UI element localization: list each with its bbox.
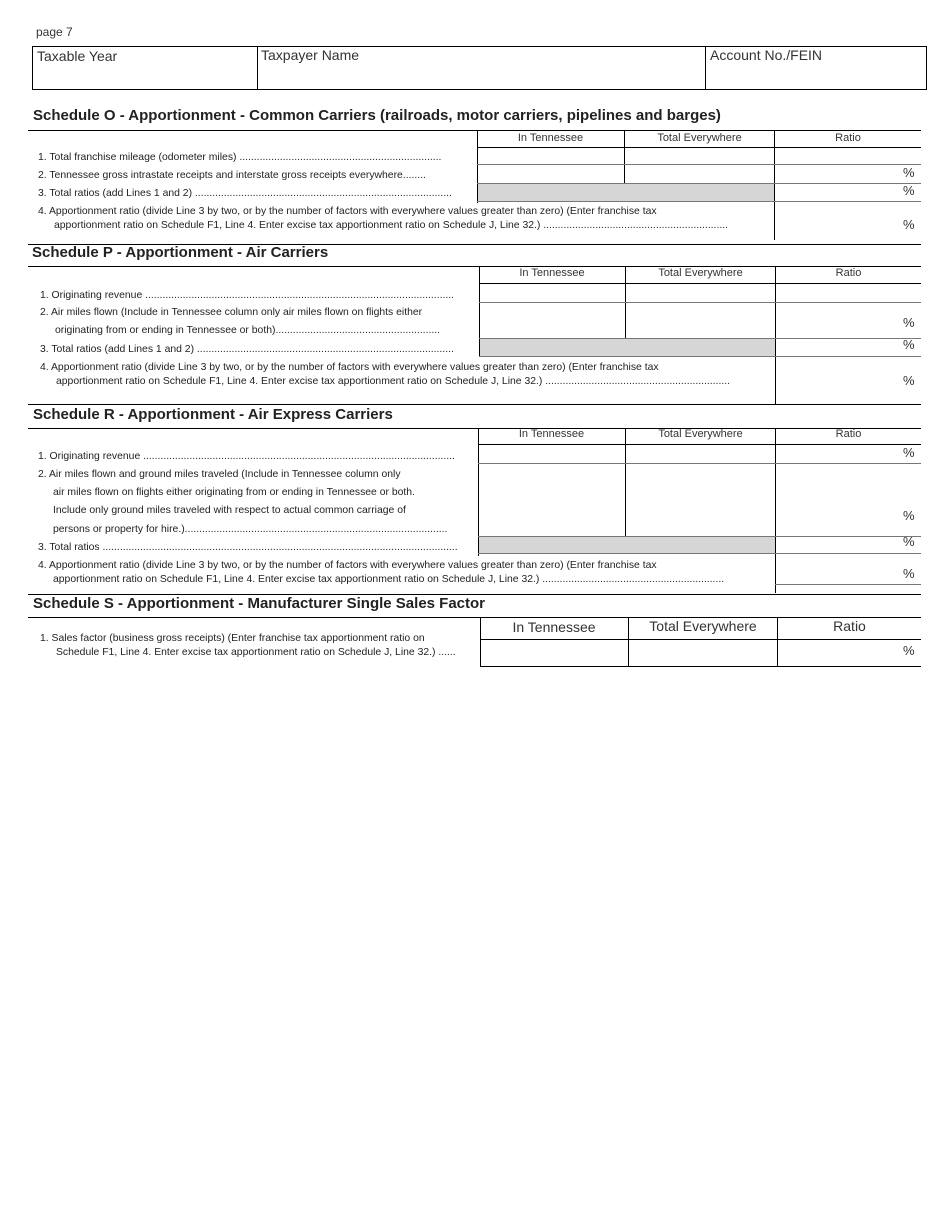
- schedule-s-col-in-tennessee: In Tennessee: [512, 619, 596, 635]
- schedule-o-line3-ratio[interactable]: [776, 184, 920, 200]
- schedule-r-line1-ratio[interactable]: [777, 445, 920, 462]
- schedule-p-line2-label-cont: originating from or ending in Tennessee or both).........................................................: [55, 325, 441, 336]
- schedule-r-line1-percent: %: [903, 445, 915, 460]
- schedule-o-col-total-everywhere: Total Everywhere: [657, 132, 742, 144]
- schedule-p-col-total-everywhere: Total Everywhere: [658, 267, 743, 279]
- schedule-p-line2-ratio[interactable]: [777, 303, 920, 337]
- schedule-o-line2-percent: %: [903, 165, 915, 180]
- schedule-r-line1-label: 1. Originating revenue ............................................................................................................: [38, 451, 455, 462]
- schedule-r-line2-label-cont1: air miles flown on flights either originating from or ending in Tennessee or both.: [53, 487, 415, 498]
- schedule-o-line4-label: 4. Apportionment ratio (divide Line 3 by two, or by the number of factors with everywhere values greater than zero) (Enter franchise tax: [38, 206, 657, 217]
- schedule-r-col-ratio: Ratio: [835, 428, 862, 440]
- account-no-label: Account No./FEIN: [710, 47, 823, 63]
- schedule-r-line3-percent: %: [903, 534, 915, 549]
- schedule-p-line3-ratio[interactable]: [777, 339, 920, 355]
- schedule-o-col-in-tennessee: In Tennessee: [517, 132, 584, 144]
- schedule-o-line2-everywhere[interactable]: [626, 165, 773, 182]
- schedule-s-line1-ratio[interactable]: [779, 640, 920, 665]
- schedule-p-line1-everywhere[interactable]: [627, 284, 774, 301]
- taxable-year-label: Taxable Year: [37, 48, 118, 64]
- schedule-r-line3-label: 3. Total ratios ...........................................................................................................................: [38, 542, 458, 553]
- schedule-r-line2-everywhere[interactable]: [627, 464, 774, 535]
- schedule-r-col-in-tennessee: In Tennessee: [518, 428, 585, 440]
- schedule-p-line4-label: 4. Apportionment ratio (divide Line 3 by two, or by the number of factors with everywhere values greater than zero) (Enter franchise tax: [40, 362, 659, 373]
- schedule-p-line4-label-cont: apportionment ratio on Schedule F1, Line 4. Enter excise tax apportionment ratio on Schedule J, Line 32.) ................................................................: [56, 376, 730, 387]
- schedule-p-line2-everywhere[interactable]: [627, 303, 774, 337]
- schedule-o-line4-percent: %: [903, 217, 915, 232]
- schedule-p-line1-ratio[interactable]: [777, 284, 920, 301]
- schedule-s-line1-percent: %: [903, 643, 915, 658]
- schedule-s-line1-tn[interactable]: [482, 640, 627, 665]
- schedule-o-line1-tn[interactable]: [479, 148, 623, 163]
- schedule-p-line3-shaded: [480, 339, 775, 356]
- schedule-s-title: Schedule S - Apportionment - Manufacturer Single Sales Factor: [33, 595, 486, 612]
- schedule-r-line1-everywhere[interactable]: [627, 445, 774, 462]
- schedule-r-line2-label-cont2: Include only ground miles traveled with respect to actual common carriage of: [53, 505, 406, 516]
- schedule-s-col-total-everywhere: Total Everywhere: [649, 618, 757, 634]
- schedule-o-col-ratio: Ratio: [835, 132, 861, 144]
- schedule-o-line4-label-cont: apportionment ratio on Schedule F1, Line 4. Enter excise tax apportionment ratio on Schedule J, Line 32.) ................................................................: [54, 220, 728, 231]
- schedule-o-line2-ratio[interactable]: [776, 165, 920, 182]
- schedule-o-line2-tn[interactable]: [479, 165, 623, 182]
- schedule-o-title: Schedule O - Apportionment - Common Carriers (railroads, motor carriers, pipelines and barges): [33, 107, 721, 124]
- schedule-s-line1-everywhere[interactable]: [630, 640, 776, 665]
- schedule-r-line1-tn[interactable]: [480, 445, 624, 462]
- taxpayer-name-label: Taxpayer Name: [261, 47, 360, 63]
- schedule-r-line3-shaded: [479, 537, 775, 553]
- schedule-o-line1-everywhere[interactable]: [626, 148, 773, 163]
- schedule-r-line4-percent: %: [903, 566, 915, 581]
- schedule-p-line2-label: 2. Air miles flown (Include in Tennessee column only air miles flown on flights either: [40, 307, 423, 318]
- schedule-r-title: Schedule R - Apportionment - Air Express Carriers: [33, 406, 393, 423]
- schedule-p-line3-label: 3. Total ratios (add Lines 1 and 2) .........................................................................................: [40, 344, 454, 355]
- schedule-r-line2-tn[interactable]: [480, 464, 624, 535]
- schedule-p-line4-percent: %: [903, 373, 915, 388]
- schedule-o-line1-label: 1. Total franchise mileage (odometer miles) ......................................................................: [38, 152, 442, 163]
- schedule-s-col-ratio: Ratio: [833, 618, 866, 634]
- schedule-o-line3-shaded: [478, 184, 774, 201]
- schedule-o-line1-ratio[interactable]: [776, 148, 920, 163]
- schedule-o-line2-label: 2. Tennessee gross intrastate receipts and interstate gross receipts everywhere........: [38, 170, 426, 181]
- page-number: page 7: [36, 25, 73, 39]
- taxable-year-field[interactable]: [36, 66, 254, 87]
- taxpayer-name-field[interactable]: [261, 66, 701, 87]
- schedule-r-line2-ratio[interactable]: [777, 464, 920, 535]
- schedule-r-line2-label-cont3: persons or property for hire.)...........................................................................................: [53, 524, 448, 535]
- schedule-p-line1-tn[interactable]: [481, 284, 624, 301]
- schedule-r-line2-label: 2. Air miles flown and ground miles traveled (Include in Tennessee column only: [38, 469, 401, 480]
- schedule-r-line4-ratio[interactable]: [777, 554, 920, 583]
- schedule-p-col-ratio: Ratio: [835, 267, 862, 279]
- schedule-s-line1-label: 1. Sales factor (business gross receipts) (Enter franchise tax apportionment ratio on: [40, 633, 425, 644]
- schedule-r-line3-ratio[interactable]: [777, 537, 920, 552]
- schedule-p-title: Schedule P - Apportionment - Air Carriers: [32, 244, 329, 261]
- schedule-s-line1-label-cont: Schedule F1, Line 4. Enter excise tax apportionment ratio on Schedule J, Line 32.) ......: [56, 647, 456, 658]
- schedule-r-line2-percent: %: [903, 508, 915, 523]
- schedule-r-line4-label: 4. Apportionment ratio (divide Line 3 by two, or by the number of factors with everywhere values greater than zero) (Enter franchise tax: [38, 560, 657, 571]
- schedule-p-line4-ratio[interactable]: [777, 357, 920, 402]
- schedule-o-line3-label: 3. Total ratios (add Lines 1 and 2) .........................................................................................: [38, 188, 452, 199]
- schedule-r-line4-label-cont: apportionment ratio on Schedule F1, Line 4. Enter excise tax apportionment ratio on Schedule J, Line 32.) ...............................................................: [53, 574, 725, 585]
- schedule-p-line1-label: 1. Originating revenue ...........................................................................................................: [40, 290, 455, 301]
- schedule-p-line2-percent: %: [903, 315, 915, 330]
- schedule-p-line2-tn[interactable]: [481, 303, 624, 337]
- schedule-p-line3-percent: %: [903, 337, 915, 352]
- schedule-o-line3-percent: %: [903, 183, 915, 198]
- account-no-field[interactable]: [710, 66, 922, 87]
- schedule-o-line4-ratio[interactable]: [776, 202, 920, 239]
- schedule-r-col-total-everywhere: Total Everywhere: [658, 428, 743, 440]
- schedule-p-col-in-tennessee: In Tennessee: [519, 267, 585, 279]
